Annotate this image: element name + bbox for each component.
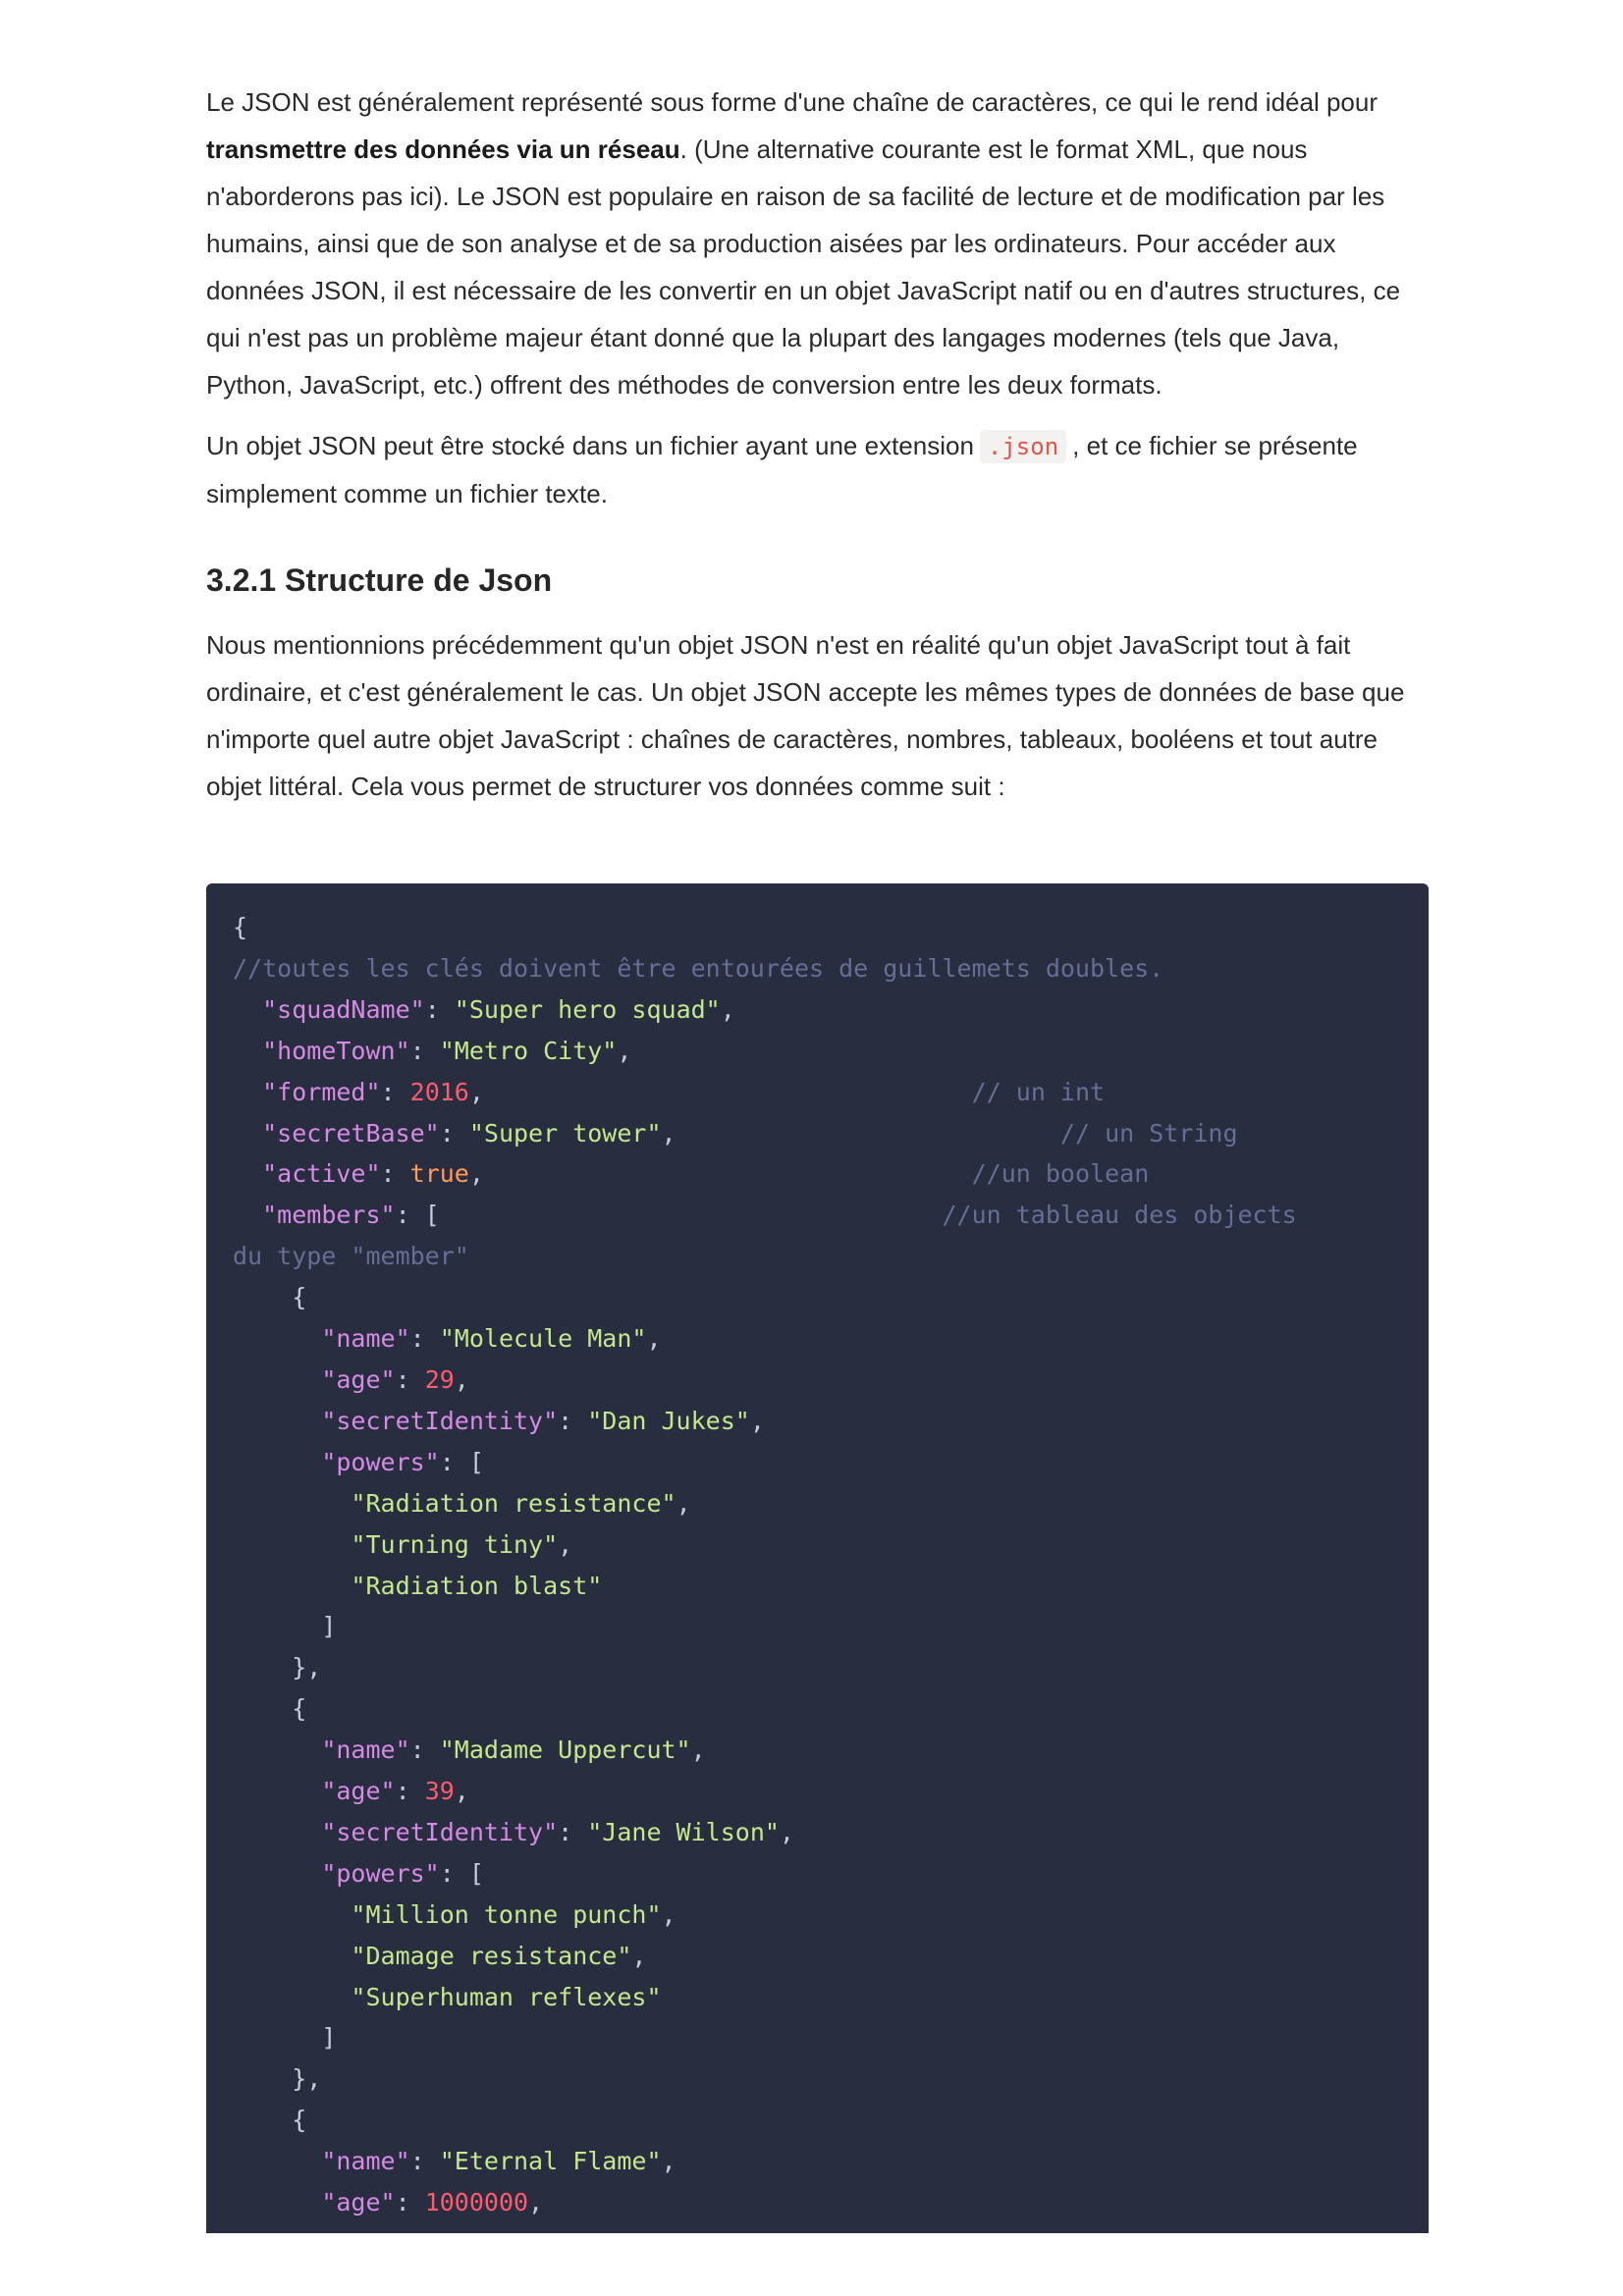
intro-bold-text: transmettre des données via un réseau — [206, 134, 680, 164]
section-heading: 3.2.1 Structure de Json — [206, 562, 553, 598]
json-file-text-start: Un objet JSON peut être stocké dans un fichier ayant une extension — [206, 431, 974, 460]
json-file-paragraph — [206, 422, 1429, 517]
intro-text-start: Le JSON est généralement représenté sous forme d'une chaîne de caractères, ce qui le rend idéal pour — [206, 87, 1378, 117]
intro-text-end: . (Une alternative courante est le format XML, que nous n'aborderons pas ici). Le JSON est populaire en raison de sa facilité de lecture et de modification par les humains, ainsi que de son analyse et de sa production aisées par les ordinateurs. Pour accéder aux données JSON, il est nécessaire de les convertir en un objet JavaScript natif ou en d'autres structures, ce qui n'est pas un problème majeur étant donné que la plupart des langages modernes (tels que Java, Python, JavaScript, etc.) offrent des méthodes de conversion entre les deux formats. — [206, 134, 1401, 400]
json-extension-code: .json — [980, 430, 1066, 463]
intro-paragraph — [206, 79, 1429, 408]
json-code-block — [206, 883, 1429, 2233]
json-code: { //toutes les clés doivent être entourées de guillemets doubles. "squadName": "Super hero squad", "homeTown": "Metro City", "formed": 2016, // un int "secretBase": "Super tower", // un String "active": true, //un boolean "members": [ //un tableau des objects du type "member" { "name": "Molecule Man", "age": 29, "secretIdentity": "Dan Jukes", "powers": [ "Radiation resistance", "Turning tiny", "Radiation blast" ] }, { "name": "Madame Uppercut", "age": 39, "secretIdentity": "Jane Wilson", "powers": [ "Million tonne punch", "Damage resistance", "Superhuman reflexes" ] }, { "name": "Eternal Flame", "age": 1000000, — [233, 913, 1297, 2217]
json-file-text-end: , et ce fichier se présente simplement comme un fichier texte. — [206, 431, 1358, 508]
document-body — [206, 79, 1429, 810]
code-comment-keys: //toutes les clés doivent être entourées de guillemets doubles. — [233, 953, 1164, 983]
section-paragraph: Nous mentionnions précédemment qu'un objet JSON n'est en réalité qu'un objet JavaScript tout à fait ordinaire, et c'est généralement le cas. Un objet JSON accepte les mêmes types de données de base que n'importe quel autre objet JavaScript : chaînes de caractères, nombres, tableaux, booléens et tout autre objet littéral. Cela vous permet de structurer vos données comme suit : — [206, 630, 1405, 801]
